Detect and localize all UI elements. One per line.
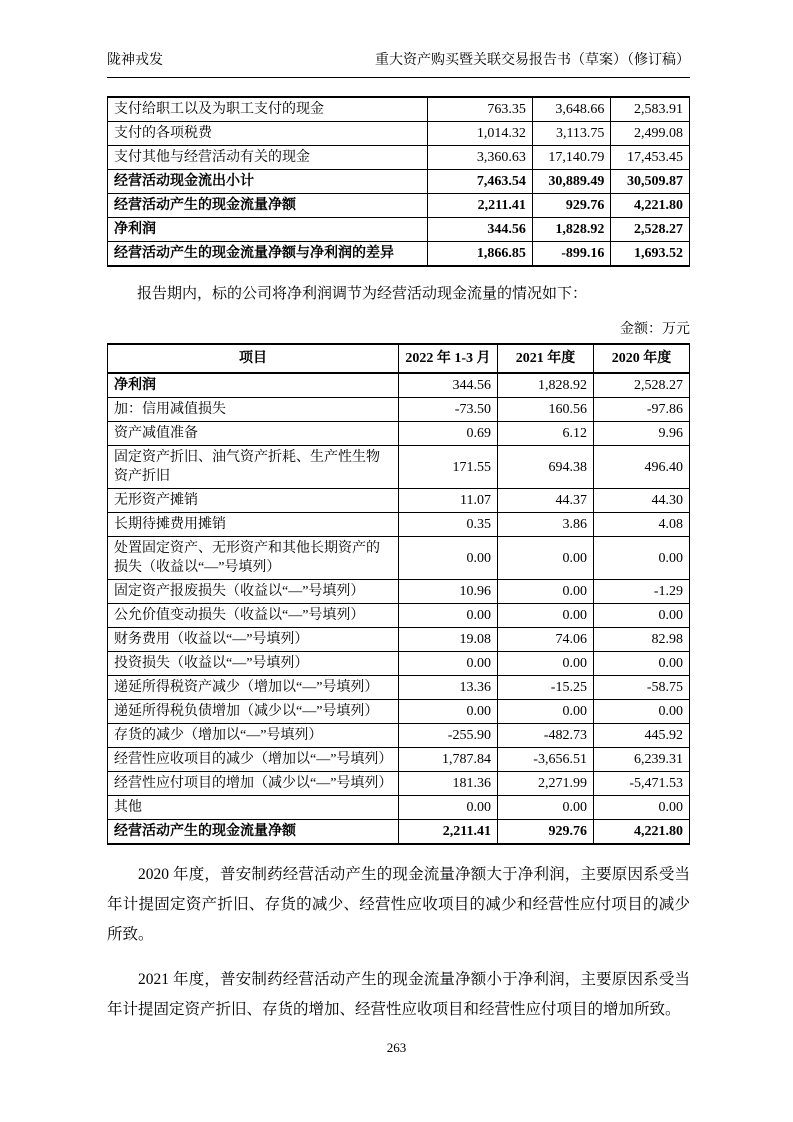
row-value: 694.38	[497, 446, 593, 489]
row-value: 13.36	[399, 676, 498, 700]
cash-outflow-table-row	[108, 170, 690, 194]
page-number: 263	[386, 1040, 407, 1055]
row-value: -1.29	[593, 580, 689, 604]
row-label: 财务费用（收益以“—”号填列）	[108, 628, 399, 652]
column-header-2022: 2022 年 1-3 月	[399, 344, 498, 373]
cash-outflow-table-row	[108, 122, 690, 146]
row-value: 0.00	[593, 796, 689, 820]
row-label: 递延所得税负债增加（减少以“—”号填列）	[108, 700, 399, 724]
adjustment-table-row	[108, 676, 690, 700]
row-value: -899.16	[532, 242, 611, 267]
row-value: -255.90	[399, 724, 498, 748]
row-value: 0.00	[399, 537, 498, 580]
cash-outflow-table-row	[108, 97, 690, 122]
row-value: 2,528.27	[593, 373, 689, 398]
adjustment-table-row	[108, 652, 690, 676]
row-value: 1,787.84	[399, 748, 498, 772]
row-label: 经营性应付项目的增加（减少以“—”号填列）	[108, 772, 399, 796]
row-value: 2,211.41	[399, 820, 498, 845]
adjustment-table	[107, 343, 690, 845]
row-value: -482.73	[497, 724, 593, 748]
row-label: 固定资产报废损失（收益以“—”号填列）	[108, 580, 399, 604]
row-value: 3,113.75	[532, 122, 611, 146]
adjustment-table-row	[108, 700, 690, 724]
cash-outflow-table-row	[108, 218, 690, 242]
row-value: 17,453.45	[611, 146, 690, 170]
row-value: 0.00	[497, 580, 593, 604]
row-value: 44.37	[497, 489, 593, 513]
row-label: 递延所得税资产减少（增加以“—”号填列）	[108, 676, 399, 700]
adjustment-table-row	[108, 796, 690, 820]
row-value: 0.00	[399, 604, 498, 628]
header-company-name: 陇神戎发	[107, 53, 163, 68]
row-value: 3.86	[497, 513, 593, 537]
row-value: 181.36	[399, 772, 498, 796]
row-value: 1,014.32	[428, 122, 533, 146]
row-value: -97.86	[593, 398, 689, 422]
row-label: 经营活动现金流出小计	[108, 170, 428, 194]
row-value: 496.40	[593, 446, 689, 489]
row-value: 3,360.63	[428, 146, 533, 170]
row-value: -5,471.53	[593, 772, 689, 796]
row-label: 净利润	[108, 218, 428, 242]
row-label: 无形资产摊销	[108, 489, 399, 513]
row-value: 10.96	[399, 580, 498, 604]
row-label: 其他	[108, 796, 399, 820]
row-value: 44.30	[593, 489, 689, 513]
adjustment-table-row	[108, 580, 690, 604]
row-value: 82.98	[593, 628, 689, 652]
row-value: 763.35	[428, 97, 533, 122]
row-label: 存货的减少（增加以“—”号填列）	[108, 724, 399, 748]
row-value: 30,509.87	[611, 170, 690, 194]
row-label: 加：信用减值损失	[108, 398, 399, 422]
row-label: 支付的各项税费	[108, 122, 428, 146]
row-value: 344.56	[399, 373, 498, 398]
row-value: 0.35	[399, 513, 498, 537]
row-label: 投资损失（收益以“—”号填列）	[108, 652, 399, 676]
row-value: 0.00	[497, 700, 593, 724]
cash-outflow-table-row	[108, 146, 690, 170]
row-value: 0.00	[593, 604, 689, 628]
row-value: 929.76	[532, 194, 611, 218]
row-value: -15.25	[497, 676, 593, 700]
adjustment-table-row	[108, 724, 690, 748]
adjustment-table-row	[108, 537, 690, 580]
row-value: 4.08	[593, 513, 689, 537]
row-value: 3,648.66	[532, 97, 611, 122]
row-value: 11.07	[399, 489, 498, 513]
row-label: 经营活动产生的现金流量净额与净利润的差异	[108, 242, 428, 267]
row-value: 160.56	[497, 398, 593, 422]
row-label: 支付给职工以及为职工支付的现金	[108, 97, 428, 122]
row-value: 0.00	[497, 537, 593, 580]
row-value: 1,828.92	[532, 218, 611, 242]
analysis-paragraph-2020: 2020 年度，普安制药经营活动产生的现金流量净额大于净利润，主要原因系受当年计提固定资产折旧、存货的减少、经营性应收项目的减少和经营性应付项目的减少所致。	[107, 866, 690, 943]
header-report-title: 重大资产购买暨关联交易报告书（草案）（修订稿）	[375, 53, 690, 68]
adjustment-table-row	[108, 446, 690, 489]
analysis-paragraph-2021: 2021 年度，普安制药经营活动产生的现金流量净额小于净利润，主要原因系受当年计提固定资产折旧、存货的增加、经营性应收项目和经营性应付项目的增加所致。	[107, 971, 690, 1018]
adjustment-table-row	[108, 604, 690, 628]
page-header	[107, 52, 690, 78]
row-label: 固定资产折旧、油气资产折耗、生产性生物资产折旧	[108, 446, 399, 489]
row-value: 1,828.92	[497, 373, 593, 398]
row-value: 0.00	[399, 652, 498, 676]
row-label: 净利润	[108, 373, 399, 398]
row-value: 0.00	[399, 700, 498, 724]
row-value: 0.00	[497, 652, 593, 676]
row-value: 344.56	[428, 218, 533, 242]
adjustment-table-row	[108, 748, 690, 772]
row-value: -3,656.51	[497, 748, 593, 772]
row-value: 0.00	[593, 652, 689, 676]
row-value: 9.96	[593, 422, 689, 446]
row-value: 1,866.85	[428, 242, 533, 267]
column-header-2020: 2020 年度	[593, 344, 689, 373]
row-value: 2,271.99	[497, 772, 593, 796]
adjustment-table-row	[108, 422, 690, 446]
row-value: 0.00	[497, 796, 593, 820]
row-label: 资产减值准备	[108, 422, 399, 446]
adjustment-table-row	[108, 820, 690, 845]
intro-paragraph: 报告期内，标的公司将净利润调节为经营活动现金流量的情况如下：	[137, 286, 588, 302]
adjustment-table-row	[108, 772, 690, 796]
row-value: 6,239.31	[593, 748, 689, 772]
row-value: 171.55	[399, 446, 498, 489]
row-value: -73.50	[399, 398, 498, 422]
row-value: -58.75	[593, 676, 689, 700]
row-value: 2,499.08	[611, 122, 690, 146]
adjustment-table-header-row	[108, 344, 690, 373]
row-label: 经营性应收项目的减少（增加以“—”号填列）	[108, 748, 399, 772]
row-value: 4,221.80	[611, 194, 690, 218]
cash-outflow-table-row	[108, 194, 690, 218]
row-value: 2,528.27	[611, 218, 690, 242]
unit-label: 金额：万元	[620, 322, 690, 337]
adjustment-table-row	[108, 373, 690, 398]
row-value: 30,889.49	[532, 170, 611, 194]
row-label: 经营活动产生的现金流量净额	[108, 820, 399, 845]
row-value: 4,221.80	[593, 820, 689, 845]
row-value: 0.00	[593, 537, 689, 580]
row-value: 17,140.79	[532, 146, 611, 170]
row-label: 支付其他与经营活动有关的现金	[108, 146, 428, 170]
row-value: 1,693.52	[611, 242, 690, 267]
adjustment-table-row	[108, 398, 690, 422]
row-value: 2,583.91	[611, 97, 690, 122]
row-label: 处置固定资产、无形资产和其他长期资产的损失（收益以“—”号填列）	[108, 537, 399, 580]
row-value: 929.76	[497, 820, 593, 845]
row-value: 0.00	[399, 796, 498, 820]
row-value: 0.69	[399, 422, 498, 446]
row-value: 2,211.41	[428, 194, 533, 218]
row-value: 0.00	[593, 700, 689, 724]
row-value: 74.06	[497, 628, 593, 652]
cash-outflow-table	[107, 96, 690, 267]
row-value: 445.92	[593, 724, 689, 748]
row-value: 19.08	[399, 628, 498, 652]
adjustment-table-row	[108, 489, 690, 513]
column-header-2021: 2021 年度	[497, 344, 593, 373]
adjustment-table-row	[108, 513, 690, 537]
row-label: 公允价值变动损失（收益以“—”号填列）	[108, 604, 399, 628]
row-value: 6.12	[497, 422, 593, 446]
row-label: 经营活动产生的现金流量净额	[108, 194, 428, 218]
column-header-item: 项目	[108, 344, 399, 373]
cash-outflow-table-row	[108, 242, 690, 267]
row-label: 长期待摊费用摊销	[108, 513, 399, 537]
adjustment-table-row	[108, 628, 690, 652]
row-value: 7,463.54	[428, 170, 533, 194]
row-value: 0.00	[497, 604, 593, 628]
